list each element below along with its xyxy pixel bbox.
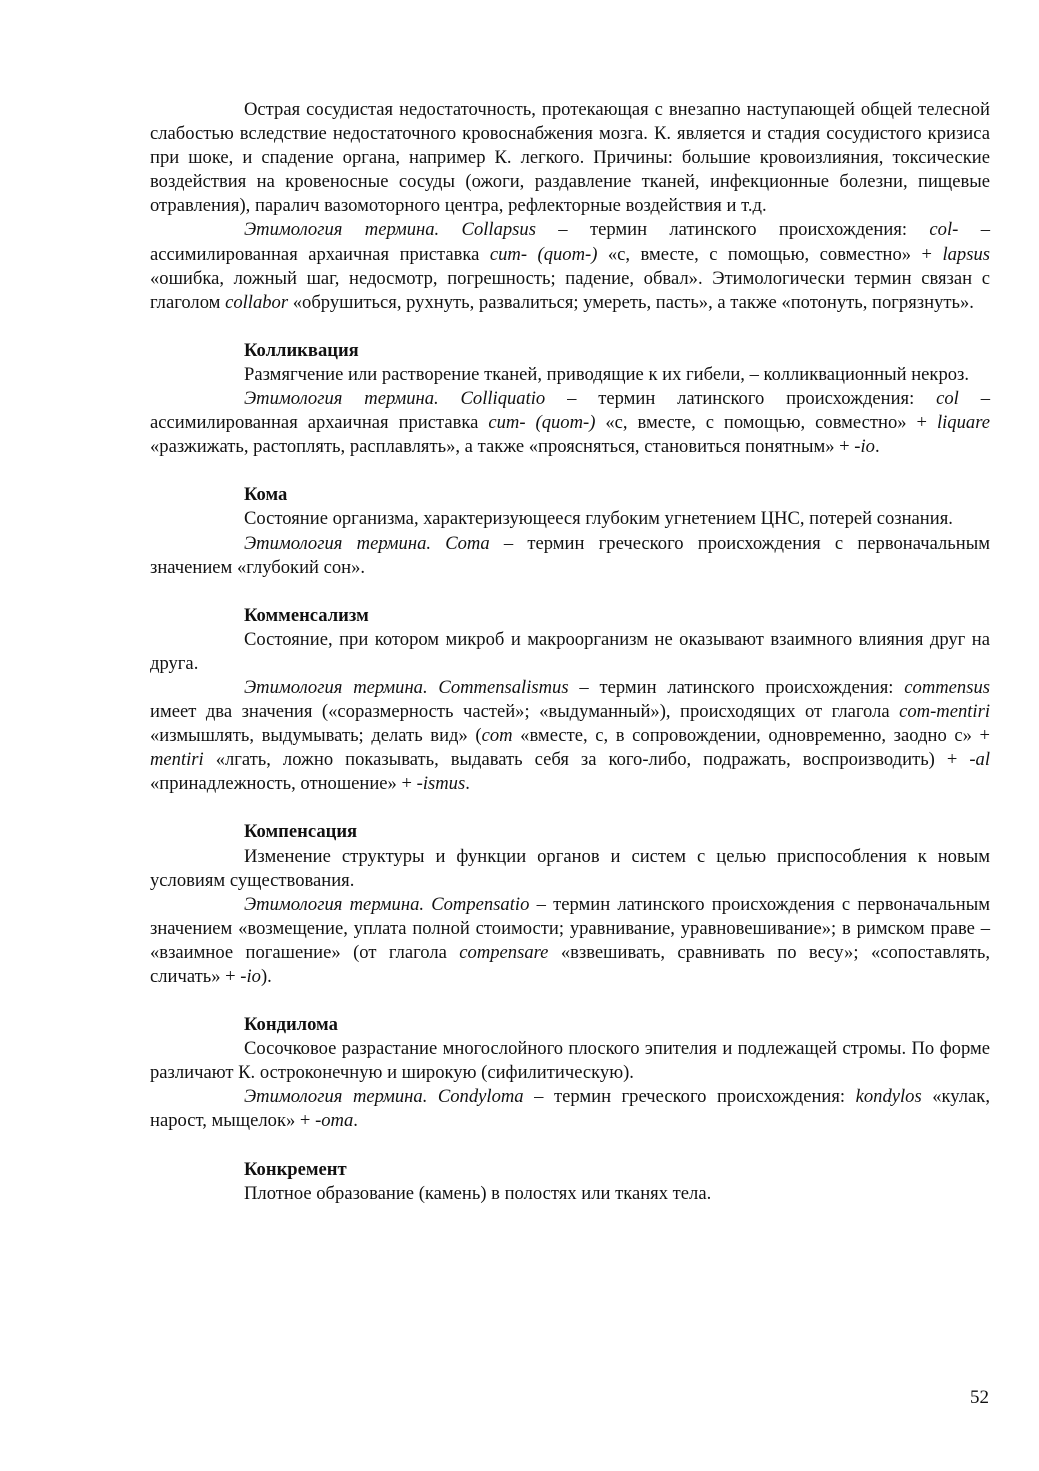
entry-spacer: [150, 796, 990, 820]
entry-title: Конкремент: [244, 1158, 347, 1180]
entry-spacer: [150, 315, 990, 339]
intro-etymology: [150, 218, 990, 314]
entry-definition: Размягчение или растворение тканей, приводящие к их гибели, – колликвационный некроз.: [244, 363, 970, 385]
italic-run: liquare: [936, 412, 990, 434]
italic-run: cum- (quom-): [488, 412, 596, 434]
page-content: [150, 98, 990, 1206]
text-run: «кулак, нарост, мыщелок» +: [150, 1086, 990, 1132]
entry-title: Компенсация: [244, 821, 358, 843]
entry-etymology: [150, 387, 990, 459]
italic-run: -io: [854, 436, 875, 458]
entry-spacer: [150, 989, 990, 1013]
italic-run: -ismus: [416, 773, 466, 795]
entry-etymology: [150, 1085, 990, 1133]
entry-etymology: [150, 676, 990, 796]
entry-etymology: [150, 893, 990, 989]
entry-definition: Состояние организма, характеризующееся глубоким угнетением ЦНС, потерей сознания.: [244, 508, 953, 530]
text-run: – термин латинского происхождения:: [568, 676, 905, 698]
text-run: имеет два значения («соразмерность частей»; «выдуманный»), происходящих от глагола: [150, 701, 900, 723]
text-run: «принадлежность, отношение» +: [150, 773, 417, 795]
italic-run: kondylos: [855, 1086, 922, 1108]
italic-run: lapsus: [942, 243, 990, 265]
text-run: – термин латинского происхождения:: [545, 388, 937, 410]
entry-spacer: [150, 580, 990, 604]
italic-run: com-mentiri: [899, 701, 990, 723]
italic-run: com: [481, 725, 513, 747]
text-run: .: [874, 436, 880, 458]
italic-run: col: [936, 388, 959, 410]
italic-run: Этимология термина. Compensatio: [244, 893, 530, 915]
text-run: «обрушиться, рухнуть, развалиться; умереть, пасть», а также «потонуть, погрязнуть».: [288, 291, 974, 313]
text-run: – ассимилированная архаичная приставка: [150, 219, 990, 265]
entry-spacer: [150, 459, 990, 483]
entry-definition: Изменение структуры и функции органов и систем с целью приспособления к новым условиям существования.: [150, 845, 990, 891]
entry-definition: Состояние, при котором микроб и макроорганизм не оказывают взаимного влияния друг на друга.: [150, 628, 990, 674]
text-run: ).: [260, 966, 272, 987]
italic-run: Этимология термина. Coma: [244, 532, 490, 554]
italic-run: -oma: [315, 1110, 354, 1132]
text-run: .: [465, 773, 470, 795]
italic-run: compensare: [459, 941, 549, 963]
text-run: – ассимилированная архаичная приставка: [150, 388, 990, 434]
italic-run: -al: [969, 749, 990, 771]
italic-run: -io: [240, 966, 261, 987]
italic-run: col-: [929, 219, 959, 241]
text-run: «с, вместе, с помощью, совместно» +: [595, 412, 937, 434]
entry-title: Колликвация: [244, 339, 359, 361]
italic-run: Этимология термина. Condyloma: [244, 1086, 524, 1108]
text-run: «с, вместе, с помощью, совместно» +: [597, 243, 943, 265]
entry-definition: Плотное образование (камень) в полостях или тканях тела.: [244, 1182, 712, 1204]
entry-title: Кондилома: [244, 1014, 338, 1036]
italic-run: Этимология термина. Commensalismus: [244, 676, 569, 698]
italic-run: collabor: [225, 291, 289, 313]
entry-title: Кома: [244, 484, 288, 506]
entry-etymology: [150, 532, 990, 580]
italic-run: cum- (quom-): [489, 243, 598, 265]
text-run: .: [353, 1110, 358, 1132]
text-run: «измышлять, выдумывать; делать вид» (: [150, 725, 482, 747]
italic-run: Этимология термина. Colliquatio: [244, 388, 546, 410]
text-run: «лгать, ложно показывать, выдавать себя за кого-либо, подражать, воспроизводить) +: [203, 749, 970, 771]
entries-list: [150, 315, 990, 1206]
text-run: «вместе, с, в сопровождении, одновременно, заодно с» +: [512, 725, 990, 747]
entry-title: Комменсализм: [244, 604, 369, 626]
entry-definition: Сосочковое разрастание многослойного плоского эпителия и подлежащей стромы. По форме различают К. остроконечную и широкую (сифилитическую).: [150, 1038, 990, 1084]
text-run: «разжижать, растоплять, расплавлять», а также «проясняться, становиться понятным» +: [150, 436, 855, 458]
italic-run: commensus: [904, 676, 990, 698]
text-run: – термин греческого происхождения:: [523, 1086, 856, 1108]
intro-paragraph: Острая сосудистая недостаточность, протекающая с внезапно наступающей общей телесной слабостью вследствие недостаточного кровоснабжения мозга. К. является и стадия сосудистого кризиса при шоке, и спадение органа, например К. легкого. Причины: большие кровоизлияния, токсические воздействия на кровеносные сосуды (ожоги, раздавление тканей, инфекционные болезни, пищевые отравления), паралич вазомоторного центра, рефлекторные воздействия и т.д.: [150, 99, 990, 217]
text-run: «взвешивать, сравнивать по весу»; «сопоставлять, сличать» +: [150, 941, 990, 987]
text-run: – термин латинского происхождения с первоначальным значением «возмещение, уплата полной стоимости; уравнивание, уравновешивание»; в римском праве – «взаимное погашение» (от глагола: [150, 893, 990, 963]
text-run: – термин греческого происхождения с первоначальным значением «глубокий сон».: [150, 532, 990, 578]
text-run: «ошибка, ложный шаг, недосмотр, погрешность; падение, обвал». Этимологически термин связан с глаголом: [150, 267, 990, 313]
page-number: 52: [970, 1387, 989, 1408]
italic-run: Этимология термина. Collapsus: [244, 219, 536, 241]
entry-spacer: [150, 1134, 990, 1158]
italic-run: mentiri: [150, 749, 204, 771]
text-run: – термин латинского происхождения:: [535, 219, 930, 241]
